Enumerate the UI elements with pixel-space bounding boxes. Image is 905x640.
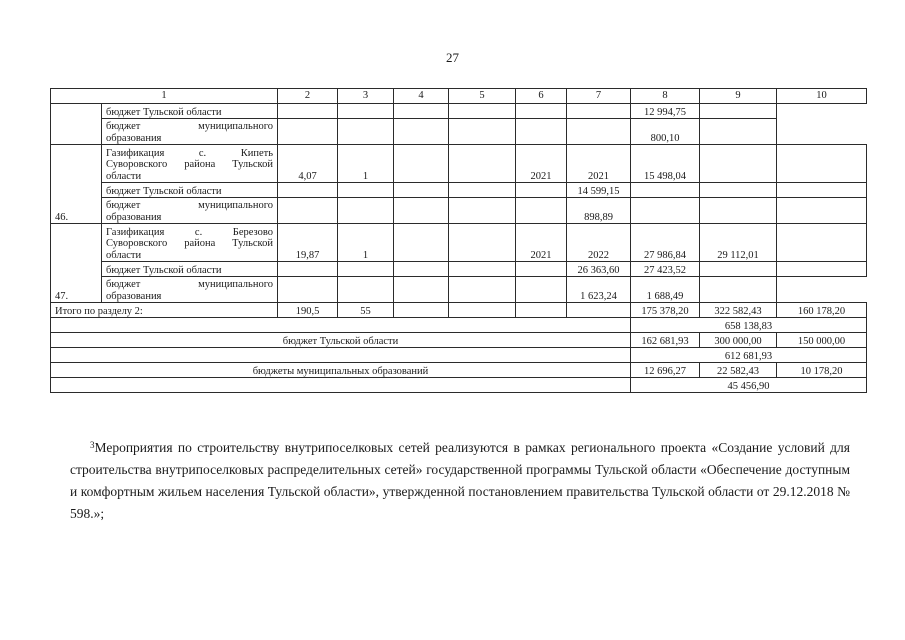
value-col-6: 2021 xyxy=(516,145,567,183)
totals-col-2: 190,5 xyxy=(278,303,338,318)
mun-budgets-row xyxy=(51,363,867,378)
totals-col-3: 55 xyxy=(338,303,394,318)
totals-col-9: 322 582,43 xyxy=(700,303,777,318)
table-row xyxy=(51,198,867,224)
table-row xyxy=(51,277,867,303)
header-col-7: 7 xyxy=(567,89,631,104)
table-row xyxy=(51,183,867,198)
header-col-5: 5 xyxy=(449,89,516,104)
number-cell: 46. xyxy=(51,145,102,224)
name-cell: бюджет муниципального образования xyxy=(102,119,278,145)
page-number: 27 xyxy=(446,50,459,65)
value-col-3: 1 xyxy=(338,145,394,183)
value-col-8: 26 363,60 xyxy=(567,262,631,277)
header-row xyxy=(51,89,867,104)
totals-col-8: 175 378,20 xyxy=(631,303,700,318)
mun-budgets-col-8: 12 696,27 xyxy=(631,363,700,378)
mun-budgets-col-10: 10 178,20 xyxy=(777,363,867,378)
header-col-1: 1 xyxy=(51,89,278,104)
name-cell: Газификация с. Березово Суворовского района Тульской области xyxy=(102,224,278,262)
value-col-8: 15 498,04 xyxy=(631,145,700,183)
header-col-2: 2 xyxy=(278,89,338,104)
name-cell: бюджет муниципального образования xyxy=(102,198,278,224)
tula-budget-sum: 612 681,93 xyxy=(631,348,867,363)
totals-label: Итого по разделу 2: xyxy=(51,303,278,318)
tula-budget-sum-row xyxy=(51,348,867,363)
value-col-2: 19,87 xyxy=(278,224,338,262)
value-col-8: 14 599,15 xyxy=(567,183,631,198)
footnote-marker: 3 xyxy=(90,440,95,450)
tula-budget-label: бюджет Тульской области xyxy=(51,333,631,348)
totals-sum-row xyxy=(51,318,867,333)
number-cell xyxy=(51,104,102,145)
table-row xyxy=(51,145,867,183)
table-row xyxy=(51,119,867,145)
name-cell: бюджет Тульской области xyxy=(102,104,278,119)
value-col-8: 27 986,84 xyxy=(631,224,700,262)
header-col-3: 3 xyxy=(338,89,394,104)
footnote-text: Мероприятия по строительству внутрипоселковых сетей реализуются в рамках регионального проекта «Создание условий для строительства внутрипоселковых распределительных сетей» государственной программы Тульской области «Обеспечение доступным и комфортным жильем населения Тульской области», утвержденной постановлением правительства Тульской области от 29.12.2018 № 598.»; xyxy=(70,440,850,521)
number-cell: 47. xyxy=(51,224,102,303)
header-col-9: 9 xyxy=(700,89,777,104)
table-row xyxy=(51,224,867,262)
value-col-9: 800,10 xyxy=(631,119,700,145)
value-col-8: 1 623,24 xyxy=(567,277,631,303)
name-cell: бюджет муниципального образования xyxy=(102,277,278,303)
funding-table xyxy=(50,88,867,393)
table-row xyxy=(51,262,867,277)
name-cell: бюджет Тульской области xyxy=(102,183,278,198)
tula-budget-col-9: 300 000,00 xyxy=(700,333,777,348)
value-col-9: 1 688,49 xyxy=(631,277,700,303)
name-cell: бюджет Тульской области xyxy=(102,262,278,277)
header-col-10: 10 xyxy=(777,89,867,104)
footnote xyxy=(70,434,850,525)
mun-budgets-col-9: 22 582,43 xyxy=(700,363,777,378)
totals-col-10: 160 178,20 xyxy=(777,303,867,318)
value-col-9: 12 994,75 xyxy=(631,104,700,119)
value-col-3: 1 xyxy=(338,224,394,262)
value-col-6: 2021 xyxy=(516,224,567,262)
mun-budgets-label: бюджеты муниципальных образований xyxy=(51,363,631,378)
header-col-6: 6 xyxy=(516,89,567,104)
totals-row xyxy=(51,303,867,318)
value-col-2: 4,07 xyxy=(278,145,338,183)
mun-budgets-sum-row xyxy=(51,378,867,393)
name-cell: Газификация с. Кипеть Суворовского района Тульской области xyxy=(102,145,278,183)
tula-budget-col-10: 150 000,00 xyxy=(777,333,867,348)
value-col-9: 29 112,01 xyxy=(700,224,777,262)
header-col-8: 8 xyxy=(631,89,700,104)
tula-budget-col-8: 162 681,93 xyxy=(631,333,700,348)
value-col-7: 2022 xyxy=(567,224,631,262)
value-col-7: 2021 xyxy=(567,145,631,183)
table-row xyxy=(51,104,867,119)
header-col-4: 4 xyxy=(394,89,449,104)
totals-sum: 658 138,83 xyxy=(631,318,867,333)
value-col-8: 898,89 xyxy=(567,198,631,224)
value-col-9: 27 423,52 xyxy=(631,262,700,277)
tula-budget-row xyxy=(51,333,867,348)
mun-budgets-sum: 45 456,90 xyxy=(631,378,867,393)
